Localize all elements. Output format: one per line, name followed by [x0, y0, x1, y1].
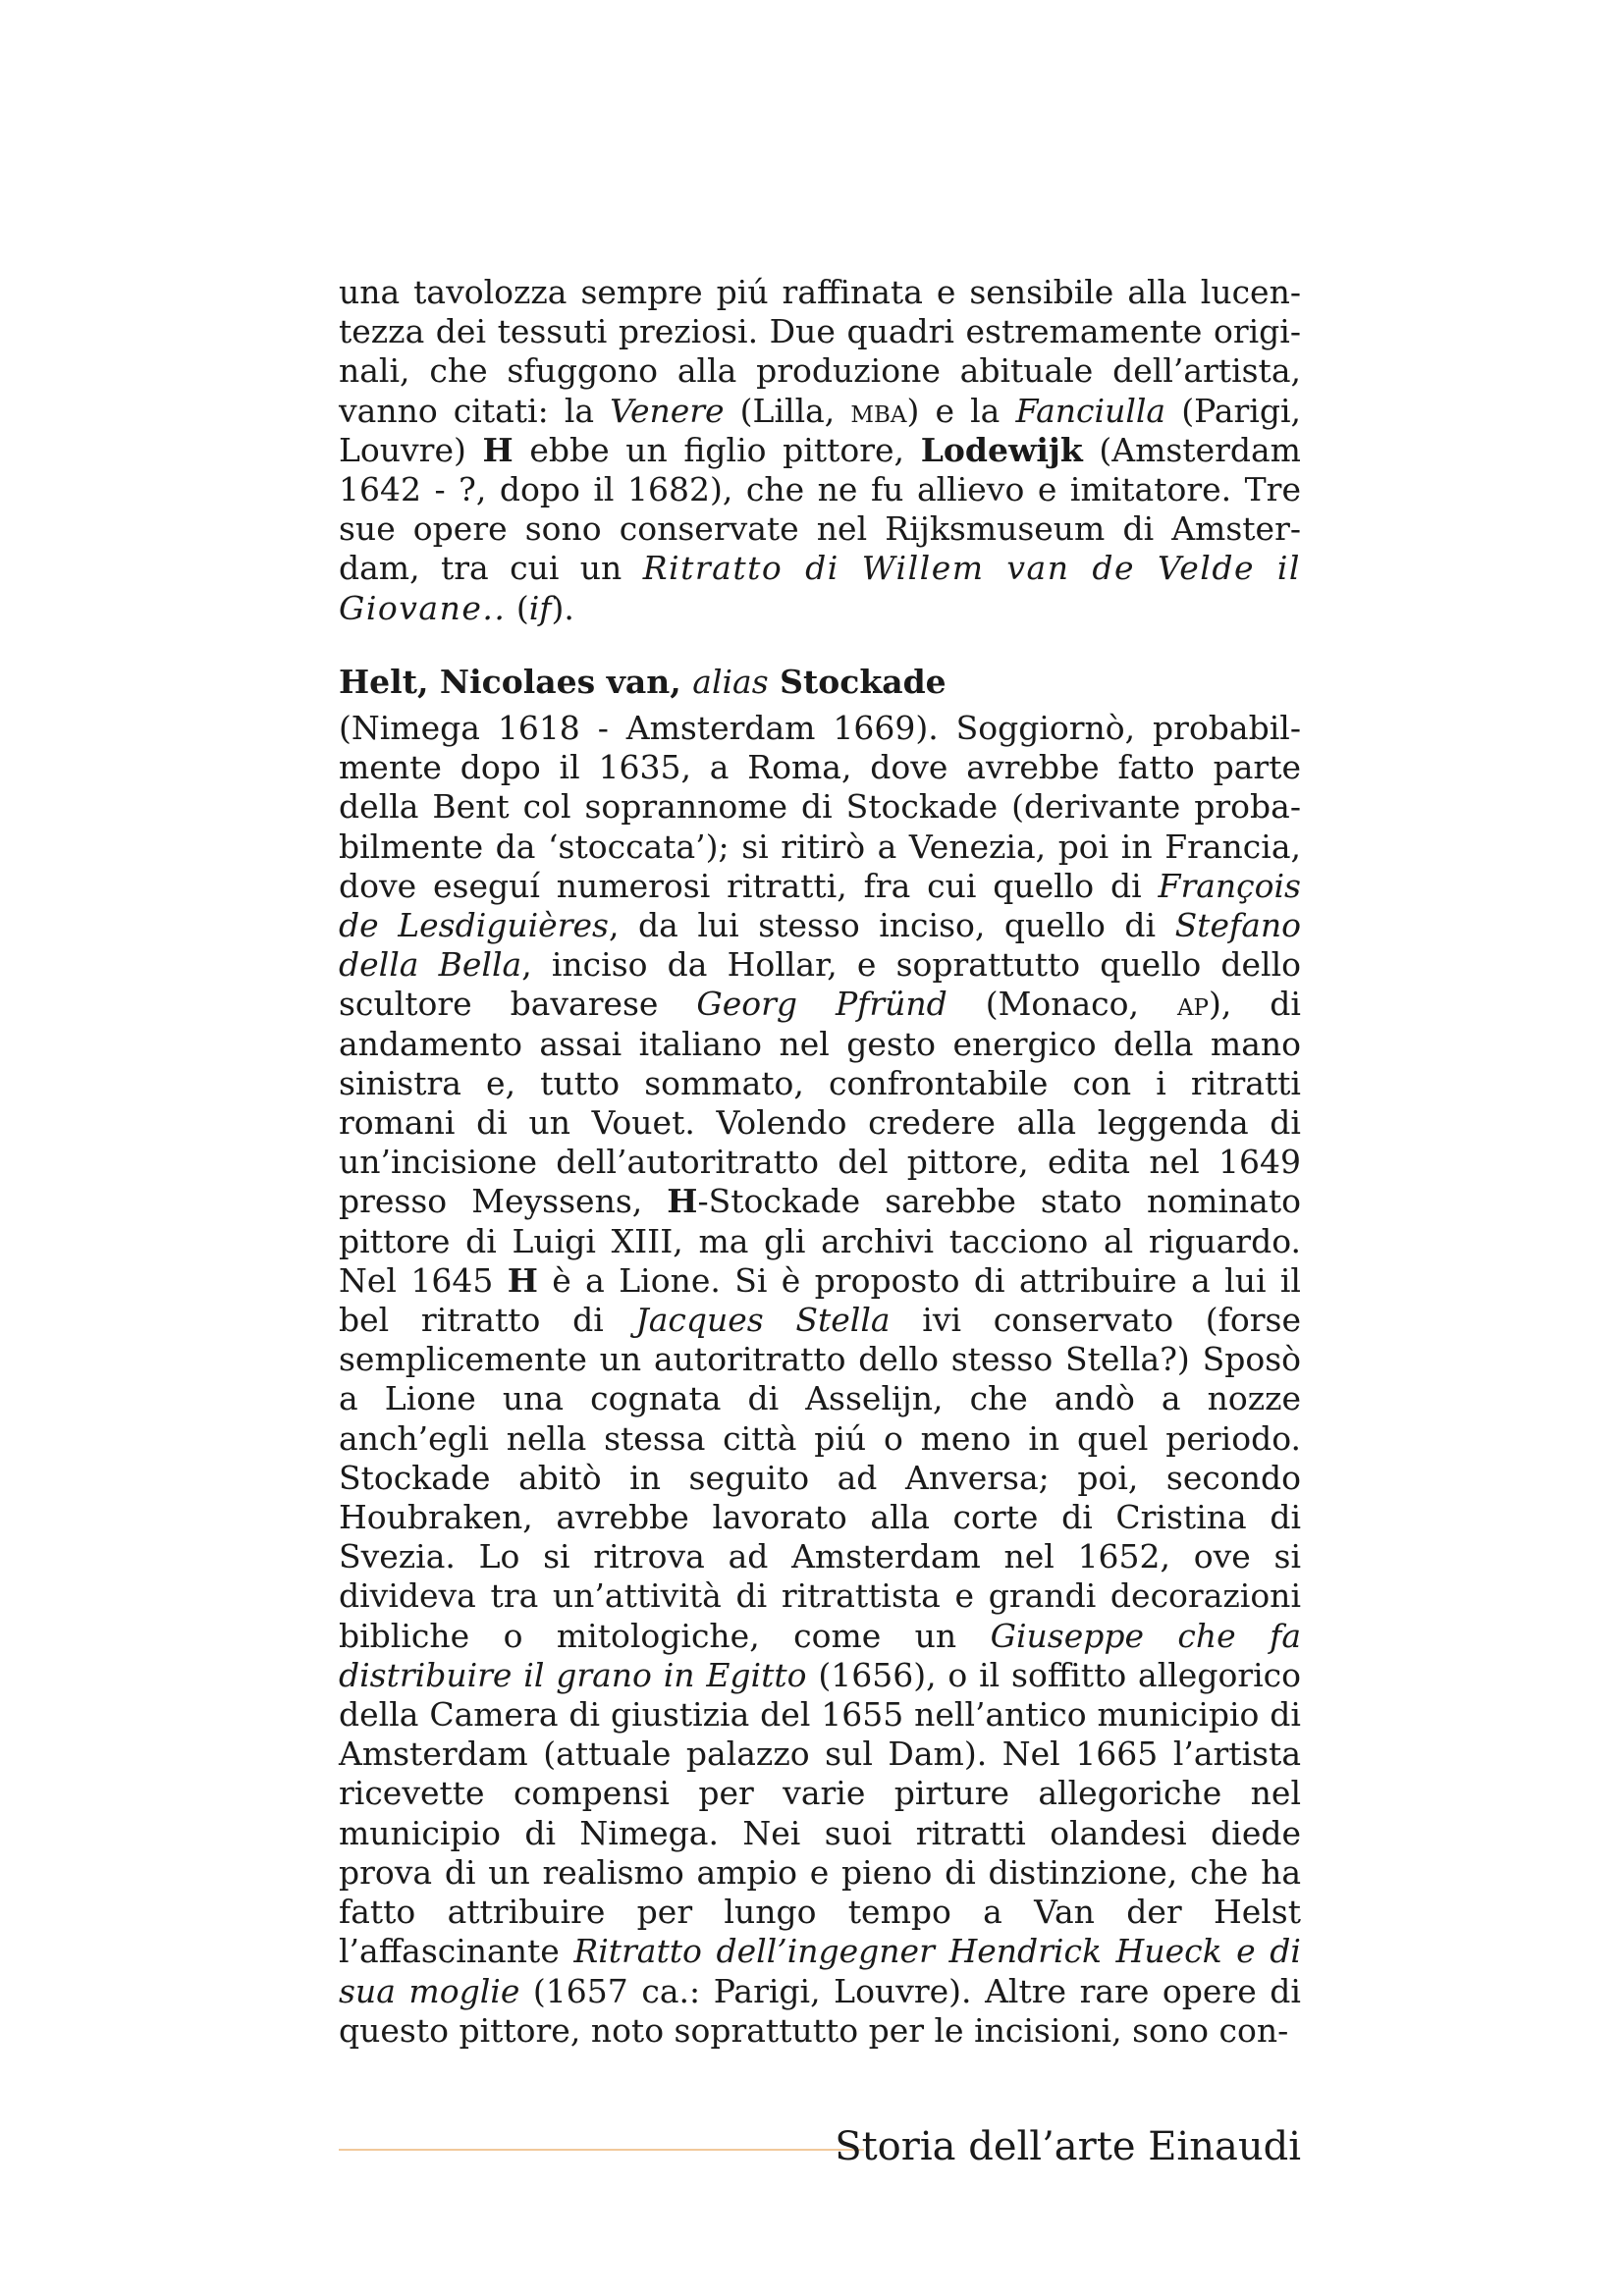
text-run: ).	[551, 588, 574, 627]
artwork-title: Jacques Stella	[635, 1301, 891, 1340]
artist-initial: H	[667, 1182, 698, 1221]
footer-rule	[339, 2149, 864, 2151]
text-run: (	[506, 588, 529, 627]
text-run: (Parigi, Louvre)	[339, 391, 1302, 469]
footer-title: Storia dell’arte Einaudi	[835, 2124, 1301, 2169]
artwork-title: Ritratto dell’ingegner Hendrick Hueck e di sua moglie	[339, 1932, 1301, 2010]
artist-initial: H	[482, 430, 514, 469]
alias-name: Stockade	[780, 663, 947, 701]
artwork-title: Stefano della Bella	[339, 906, 1301, 985]
museum-abbreviation: ap	[1176, 985, 1210, 1024]
artwork-title: Ritratto di Willem van de Velde il Giovane..	[339, 549, 1301, 627]
text-run: (Amsterdam 1642 - ?, dopo il 1682), che ne fu allievo e imitatore. Tre sue opere sono conservate nel Rijksmuseum di Amsterdam, tra cui un	[339, 430, 1301, 588]
alias-word: alias	[692, 663, 769, 701]
artist-initial: H	[507, 1260, 538, 1300]
text-run: , da lui stesso inciso, quello di	[608, 906, 1175, 945]
museum-abbreviation: mba	[850, 391, 907, 430]
text-run: -Stockade sarebbe stato nominato pittore di Luigi XIII, ma gli archivi tacciono al riguardo. Nel 1645	[339, 1182, 1301, 1300]
author-initials: if	[528, 588, 552, 627]
artwork-title: Fanciulla	[1015, 391, 1166, 430]
artist-name: Lodewijk	[920, 430, 1083, 469]
text-run: (Lilla,	[724, 391, 851, 430]
text-run: (Monaco,	[947, 985, 1177, 1024]
entry-name: Helt, Nicolaes van,	[339, 663, 681, 701]
text-run: è a Lione. Si è proposto di attribuire a lui il bel ritratto di	[339, 1260, 1301, 1340]
text-run: (1657 ca.: Parigi, Louvre). Altre rare opere di questo pittore, noto soprattutto per le incisioni, sono con-	[339, 1971, 1301, 2050]
artwork-title: François de Lesdiguières	[339, 866, 1301, 945]
artwork-title: Georg Pfründ	[696, 985, 947, 1024]
text-run: (Nimega 1618 - Amsterdam 1669). Soggiornò, probabilmente dopo il 1635, a Roma, dove avrebbe fatto parte della Bent col soprannome di Stockade (derivante probabilmente da ‘stoccata’); si ritirò a Venezia, poi in Francia, dove eseguí numerosi ritratti, fra cui quello di	[339, 709, 1301, 905]
artwork-title: Venere	[610, 391, 725, 430]
text-run: ivi conservato (forse semplicemente un autoritratto dello stesso Stella?) Sposò a Lione una cognata di Asselijn, che andò a nozze anch’egli nella stessa città piú o meno in quel periodo. Stockade abitò in seguito ad Anversa; poi, secondo Houbraken, avrebbe lavorato alla corte di Cristina di Svezia. Lo si ritrova ad Amsterdam nel 1652, ove si divideva tra un’attività di ritrattista e grandi decorazioni bibliche o mitologiche, come un	[339, 1301, 1301, 1655]
text-run: ) e la	[906, 391, 1016, 430]
text-run: una tavolozza sempre piú raffinata e sensibile alla lucentezza dei tessuti preziosi. Due quadri estremamente originali, che sfuggono alla produzione abituale dell’artista, vanno citati: la	[339, 273, 1301, 430]
text-run: (1656), o il soffitto allegorico della Camera di giustizia del 1655 nell’antico municipio di Amsterdam (attuale palazzo sul Dam). Nel 1665 l’artista ricevette compensi per varie pirture allegoriche nel municipio di Nimega. Nei suoi ritratti olandesi diede prova di un realismo ampio e pieno di distinzione, che ha fatto attribuire per lungo tempo a Van der Helst l’affascinante	[339, 1655, 1302, 1971]
text-run: ebbe un figlio pittore,	[513, 430, 921, 469]
body-paragraph-1	[339, 273, 1301, 628]
entry-heading	[339, 663, 1301, 702]
body-paragraph-2	[339, 709, 1301, 2051]
artwork-title: Giuseppe che fa distribuire il grano in Egitto	[339, 1616, 1301, 1694]
text-run: ), di andamento assai italiano nel gesto energico della mano sinistra e, tutto sommato, confrontabile con i ritratti romani di un Vouet. Volendo credere alla leggenda di un’incisione dell’autoritratto del pittore, edita nel 1649 presso Meyssens,	[339, 985, 1301, 1221]
text-run: , inciso da Hollar, e soprattutto quello dello scultore bavarese	[339, 945, 1301, 1024]
